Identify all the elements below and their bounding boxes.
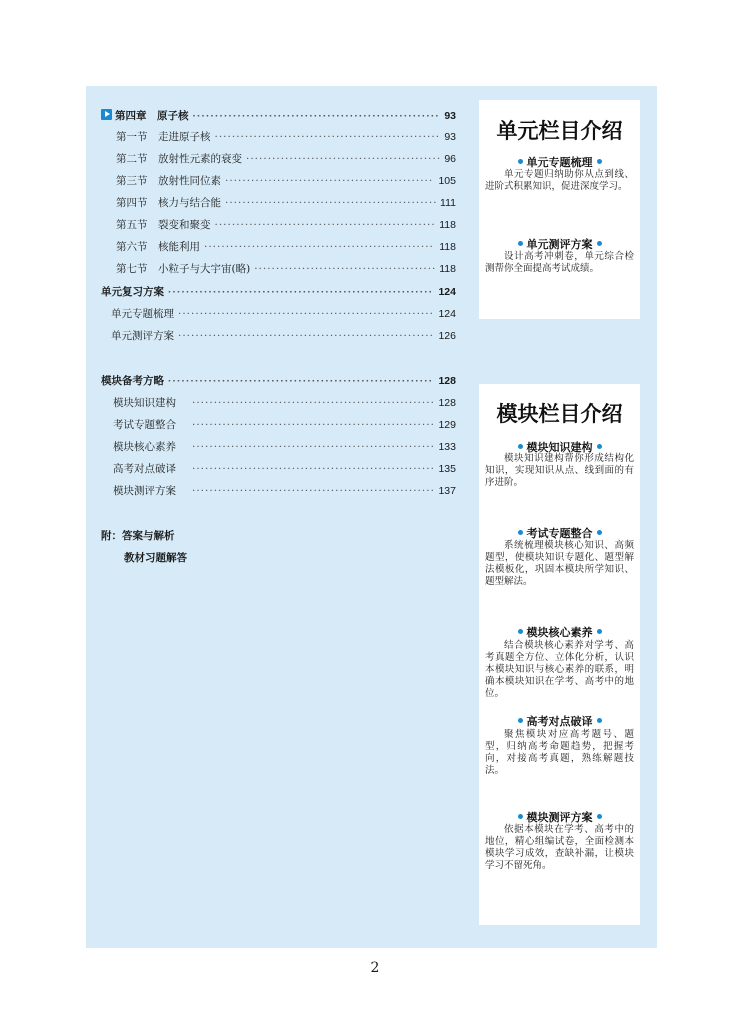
section-page: 96 bbox=[444, 153, 456, 165]
page-number: 2 bbox=[370, 960, 380, 976]
toc-section[interactable] bbox=[116, 152, 456, 166]
unit-intro-item-head bbox=[479, 154, 640, 170]
section-title: 核能利用 bbox=[158, 241, 200, 253]
dot-leader bbox=[192, 462, 434, 476]
module-intro-item-head bbox=[479, 713, 640, 729]
toc-module-item[interactable] bbox=[113, 440, 456, 454]
toc-chapter-title: 第四章 原子核 bbox=[115, 110, 189, 122]
unit-item-page: 124 bbox=[438, 308, 456, 320]
section-number: 第一节 bbox=[116, 131, 148, 143]
unit-item-title: 单元测评方案 bbox=[111, 330, 174, 342]
dot-leader bbox=[254, 262, 435, 276]
play-icon bbox=[101, 109, 112, 120]
bullet-icon bbox=[518, 241, 523, 246]
section-page: 93 bbox=[444, 131, 456, 143]
toc-section[interactable] bbox=[116, 196, 456, 210]
dot-leader bbox=[204, 240, 435, 254]
section-page: 111 bbox=[440, 197, 456, 209]
module-intro-item-body: 系统梳理模块核心知识、高频题型，使模块知识专题化、题型解法模板化，巩固本模块所学知识、题型解法。 bbox=[485, 540, 634, 587]
toc-section[interactable] bbox=[116, 174, 456, 188]
item-head-label: 考试专题整合 bbox=[526, 528, 593, 540]
section-number: 第六节 bbox=[116, 241, 148, 253]
module-item-page: 129 bbox=[438, 419, 456, 431]
dot-leader bbox=[178, 329, 434, 343]
section-number: 第五节 bbox=[116, 219, 148, 231]
item-head-label: 模块知识建构 bbox=[526, 442, 593, 454]
bullet-icon bbox=[597, 159, 602, 164]
module-intro-item-body: 依据本模块在学考、高考中的地位，精心组编试卷，全面检测本模块学习成效，查缺补漏，让模块学习不留死角。 bbox=[485, 824, 634, 871]
toc-appendix[interactable] bbox=[101, 529, 301, 543]
unit-item-title: 单元专题梳理 bbox=[111, 308, 174, 320]
bullet-icon bbox=[597, 629, 602, 634]
module-intro-item-head bbox=[479, 525, 640, 541]
section-title: 走进原子核 bbox=[158, 131, 211, 143]
section-page: 118 bbox=[439, 219, 456, 231]
appendix-item-title: 教材习题解答 bbox=[124, 552, 187, 564]
bullet-icon bbox=[518, 444, 523, 449]
dot-leader bbox=[215, 130, 441, 144]
section-page: 118 bbox=[439, 263, 456, 275]
section-page: 118 bbox=[439, 241, 456, 253]
module-intro-item-body: 模块知识建构帮你形成结构化知识，实现知识从点、线到面的有序进阶。 bbox=[485, 453, 634, 488]
module-item-page: 128 bbox=[438, 397, 456, 409]
unit-intro-box bbox=[479, 100, 640, 319]
section-title: 核力与结合能 bbox=[158, 197, 221, 209]
dot-leader bbox=[246, 152, 440, 166]
bullet-icon bbox=[518, 629, 523, 634]
module-intro-item-head bbox=[479, 624, 640, 640]
toc-appendix-item[interactable] bbox=[124, 551, 324, 565]
section-title: 放射性元素的衰变 bbox=[158, 153, 242, 165]
item-head-label: 单元专题梳理 bbox=[526, 157, 593, 169]
toc-section[interactable] bbox=[116, 218, 456, 232]
section-title: 小粒子与大宇宙(略) bbox=[158, 263, 251, 275]
dot-leader bbox=[193, 109, 441, 123]
module-intro-item-head bbox=[479, 809, 640, 825]
dot-leader bbox=[225, 196, 436, 210]
appendix-title: 附：答案与解析 bbox=[101, 530, 175, 542]
bullet-icon bbox=[518, 530, 523, 535]
unit-review-title: 单元复习方案 bbox=[101, 286, 164, 298]
unit-intro-item-body: 设计高考冲刺卷，单元综合检测帮你全面提高考试成绩。 bbox=[485, 251, 634, 274]
bullet-icon bbox=[518, 814, 523, 819]
dot-leader bbox=[192, 418, 434, 432]
module-intro-title: 模块栏目介绍 bbox=[496, 403, 623, 426]
unit-intro-item-body: 单元专题归纳助你从点到线、进阶式积累知识，促进深度学习。 bbox=[485, 169, 634, 192]
dot-leader bbox=[168, 374, 434, 388]
section-page: 105 bbox=[438, 175, 456, 187]
dot-leader bbox=[215, 218, 436, 232]
module-item-page: 133 bbox=[438, 441, 456, 453]
toc-chapter-page: 93 bbox=[444, 110, 456, 122]
dot-leader bbox=[225, 174, 434, 188]
toc-section[interactable] bbox=[116, 130, 456, 144]
section-number: 第三节 bbox=[116, 175, 148, 187]
module-item-title: 模块测评方案 bbox=[113, 485, 176, 497]
module-intro-item-body: 结合模块核心素养对学考、高考真题全方位、立体化分析，认识本模块知识与核心素养的联系，明确本模块知识在学考、高考中的地位。 bbox=[485, 640, 634, 699]
bullet-icon bbox=[597, 718, 602, 723]
module-item-title: 模块知识建构 bbox=[113, 397, 176, 409]
dot-leader bbox=[192, 484, 434, 498]
toc-unit-item[interactable] bbox=[111, 307, 456, 321]
section-number: 第二节 bbox=[116, 153, 148, 165]
item-head-label: 模块测评方案 bbox=[526, 812, 593, 824]
unit-intro-title: 单元栏目介绍 bbox=[496, 120, 623, 143]
bullet-icon bbox=[597, 444, 602, 449]
dot-leader bbox=[192, 440, 434, 454]
module-item-page: 137 bbox=[438, 485, 456, 497]
toc-unit-review[interactable] bbox=[101, 285, 456, 299]
item-head-label: 单元测评方案 bbox=[526, 239, 593, 251]
item-head-label: 模块核心素养 bbox=[526, 627, 593, 639]
dot-leader bbox=[178, 307, 434, 321]
toc-section[interactable] bbox=[116, 240, 456, 254]
module-review-title: 模块备考方略 bbox=[101, 375, 164, 387]
toc-module-review[interactable] bbox=[101, 374, 456, 388]
bullet-icon bbox=[518, 718, 523, 723]
module-intro-item-body: 聚焦模块对应高考题号、题型，归纳高考命题趋势，把握考向，对接高考真题，熟练解题技法。 bbox=[485, 729, 634, 776]
toc-unit-item[interactable] bbox=[111, 329, 456, 343]
module-intro-box bbox=[479, 384, 640, 925]
toc-module-item[interactable] bbox=[113, 418, 456, 432]
toc-chapter[interactable] bbox=[101, 108, 456, 123]
module-item-title: 模块核心素养 bbox=[113, 441, 176, 453]
bullet-icon bbox=[597, 241, 602, 246]
bullet-icon bbox=[518, 159, 523, 164]
unit-review-page: 124 bbox=[438, 286, 456, 298]
bullet-icon bbox=[597, 814, 602, 819]
module-item-title: 高考对点破译 bbox=[113, 463, 176, 475]
section-number: 第四节 bbox=[116, 197, 148, 209]
toc-module-item[interactable] bbox=[113, 396, 456, 410]
item-head-label: 高考对点破译 bbox=[526, 716, 593, 728]
module-review-page: 128 bbox=[438, 375, 456, 387]
dot-leader bbox=[192, 396, 434, 410]
dot-leader bbox=[168, 285, 434, 299]
module-item-title: 考试专题整合 bbox=[113, 419, 176, 431]
unit-intro-item-head bbox=[479, 236, 640, 252]
section-title: 放射性同位素 bbox=[158, 175, 221, 187]
toc-section[interactable] bbox=[116, 262, 456, 276]
bullet-icon bbox=[597, 530, 602, 535]
section-number: 第七节 bbox=[116, 263, 148, 275]
toc-module-item[interactable] bbox=[113, 484, 456, 498]
toc-module-item[interactable] bbox=[113, 462, 456, 476]
module-item-page: 135 bbox=[438, 463, 456, 475]
section-title: 裂变和聚变 bbox=[158, 219, 211, 231]
unit-item-page: 126 bbox=[438, 330, 456, 342]
